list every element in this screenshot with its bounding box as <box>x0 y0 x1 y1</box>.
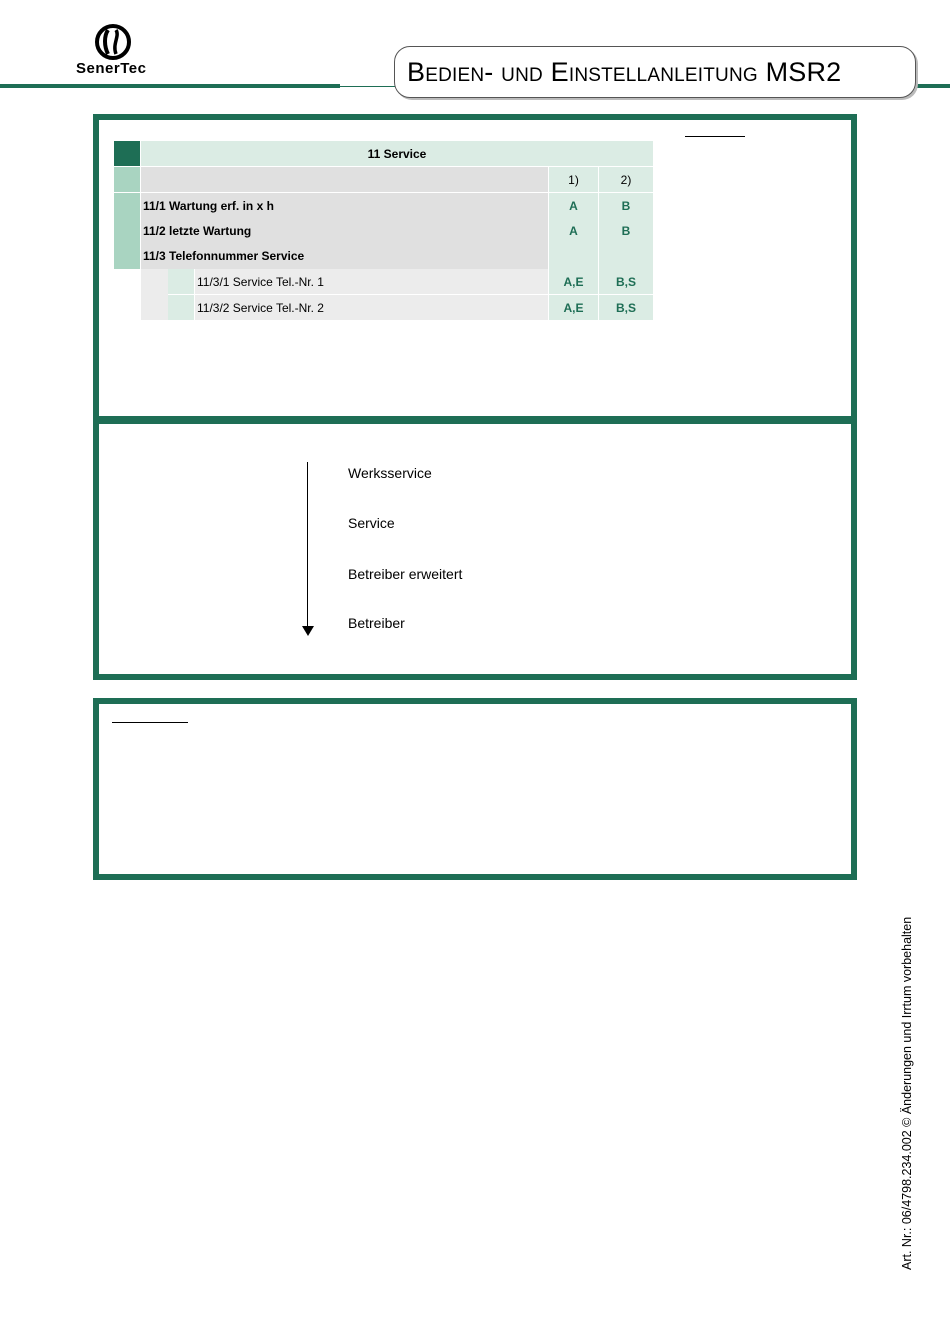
table-cell-level1 <box>549 243 598 269</box>
arrow-down-icon <box>302 626 314 636</box>
table-subrow-label: 11/3/2 Service Tel.-Nr. 2 <box>195 295 548 320</box>
article-number-note: Art. Nr.: 06/4798.234.002 © Änderungen und Irrtum vorbehalten <box>900 916 914 1270</box>
heading-underline <box>685 136 745 137</box>
header-rule-right <box>914 84 950 88</box>
column-header-1: 1) <box>549 167 598 192</box>
table-cell-level1: A,E <box>549 295 598 320</box>
access-level: Werksservice <box>348 465 432 481</box>
table-cell-level2: B,S <box>599 269 653 294</box>
row-marker <box>114 243 140 269</box>
access-level-frame <box>93 418 857 680</box>
header-rule-thin <box>338 86 398 87</box>
table-cell-level2 <box>599 243 653 269</box>
table-cell-level1: A <box>549 193 598 218</box>
table-title: 11 Service <box>141 141 653 166</box>
document-title: Bedien- und Einstellanleitung MSR2 <box>407 57 842 87</box>
table-row-label: 11/2 letzte Wartung <box>141 218 548 243</box>
table-title-marker <box>114 141 140 166</box>
table-subrow-label: 11/3/1 Service Tel.-Nr. 1 <box>195 269 548 294</box>
table-row-label: 11/1 Wartung erf. in x h <box>141 193 548 218</box>
access-level: Betreiber <box>348 615 405 631</box>
table-cell-level2: B <box>599 193 653 218</box>
brand-name: SenerTec <box>76 60 147 77</box>
table-cell-level2: B <box>599 218 653 243</box>
subrow-marker <box>168 269 194 294</box>
notes-heading-underline <box>112 722 188 723</box>
row-marker <box>114 167 140 192</box>
hierarchy-arrow-line <box>307 462 308 628</box>
subrow-indent <box>141 269 168 320</box>
document-title-box <box>394 46 916 98</box>
table-cell-level1: A,E <box>549 269 598 294</box>
row-marker <box>114 193 140 218</box>
table-cell-level2: B,S <box>599 295 653 320</box>
access-level: Service <box>348 515 395 531</box>
header-rule-left <box>0 84 340 88</box>
header-label-cell <box>141 167 548 192</box>
table-cell-level1: A <box>549 218 598 243</box>
notes-frame <box>93 698 857 880</box>
access-level: Betreiber erweitert <box>348 566 463 582</box>
table-row-label: 11/3 Telefonnummer Service <box>141 243 548 269</box>
subrow-marker <box>168 295 194 320</box>
column-header-2: 2) <box>599 167 653 192</box>
row-marker <box>114 218 140 243</box>
